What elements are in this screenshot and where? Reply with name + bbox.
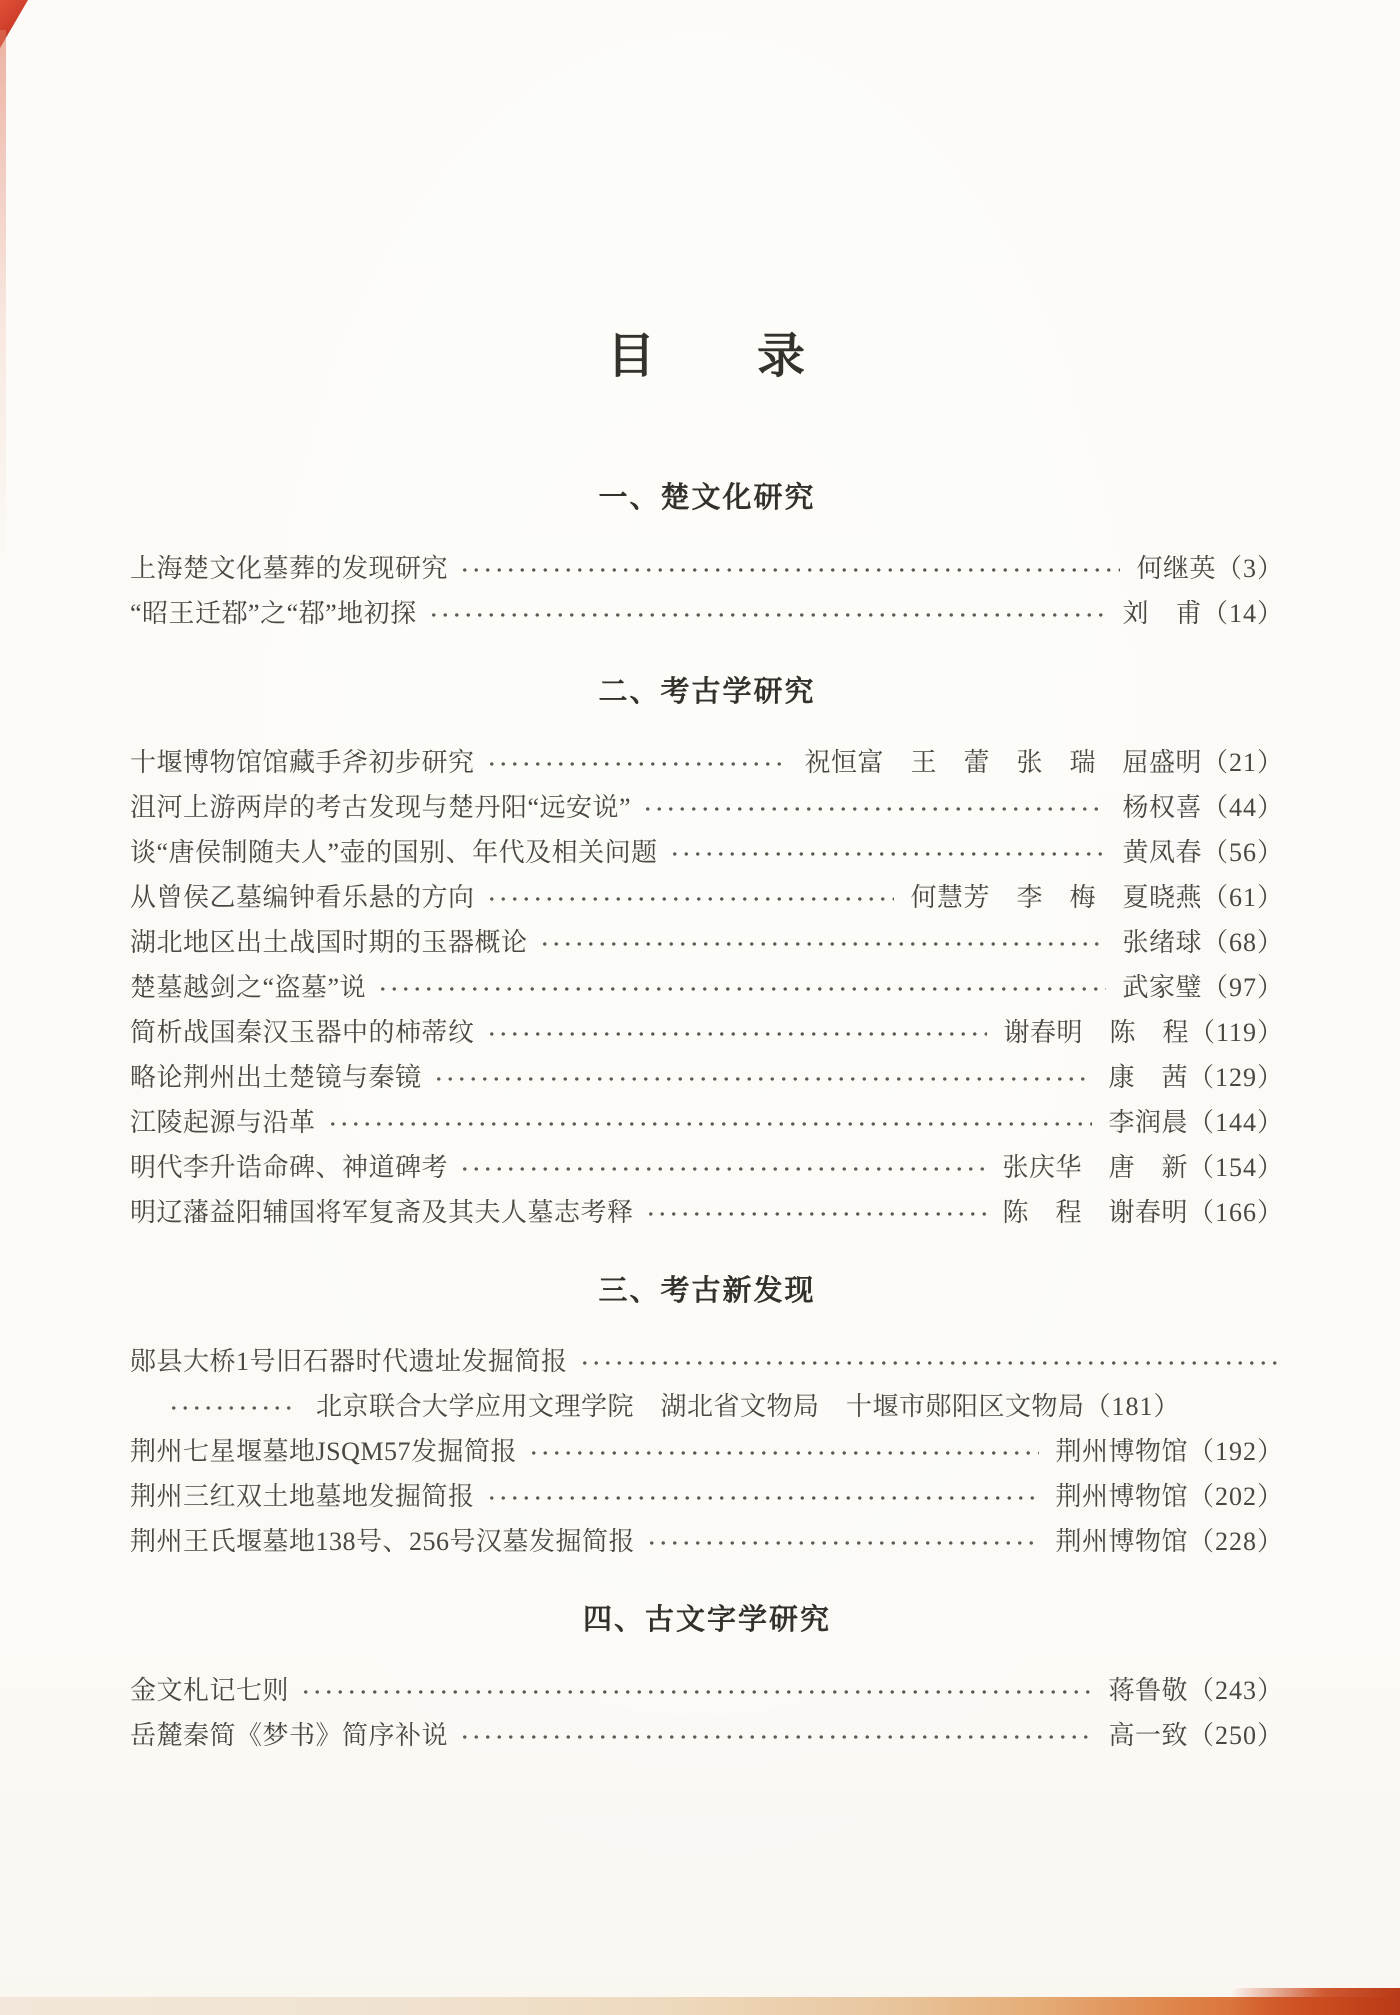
dot-leader <box>375 984 1106 994</box>
entry-page-number: （250） <box>1187 1721 1284 1750</box>
scan-edge-bottom-right <box>1230 1988 1400 2015</box>
dot-leader <box>457 1732 1092 1742</box>
entry-page-number: （14） <box>1201 599 1284 628</box>
toc-sections <box>130 478 1284 1756</box>
entry-page-number: （144） <box>1187 1108 1284 1137</box>
toc-row <box>130 783 1284 828</box>
entry-page-number: （243） <box>1187 1676 1284 1705</box>
entry-page-number: （192） <box>1187 1437 1284 1466</box>
entry-authors: 蒋鲁敬 <box>1108 1676 1188 1705</box>
entry-authors: 荆州博物馆 <box>1055 1527 1188 1556</box>
entry-title: 荆州七星堰墓地JSQM57发掘简报 <box>130 1437 517 1466</box>
toc-section <box>130 478 1284 634</box>
toc-row <box>130 544 1284 589</box>
entry-authors: 刘 甫 <box>1122 599 1202 628</box>
dot-leader <box>537 939 1107 949</box>
entry-title: 岳麓秦简《梦书》简序补说 <box>130 1721 449 1750</box>
entry-page-number: （61） <box>1201 883 1284 912</box>
entry-authors: 何慧芳 李 梅 夏晓燕 <box>910 883 1202 912</box>
toc-row <box>130 589 1284 634</box>
entry-title: 谈“唐侯制随夫人”壶的国别、年代及相关问题 <box>130 838 658 867</box>
entry-title: 略论荆州出土楚镜与秦镜 <box>130 1063 422 1092</box>
dot-leader <box>526 1448 1039 1458</box>
entry-title: 郧县大桥1号旧石器时代遗址发掘简报 <box>130 1347 568 1376</box>
entry-title: 沮河上游两岸的考古发现与楚丹阳“远安说” <box>130 793 632 822</box>
toc-row <box>130 828 1284 873</box>
toc-row <box>130 1472 1284 1517</box>
dot-leader <box>457 1164 986 1174</box>
dot-leader <box>643 1209 987 1219</box>
scan-edge-left <box>0 30 6 570</box>
entry-page-number: （228） <box>1187 1527 1284 1556</box>
entry-authors: 李润晨 <box>1108 1108 1188 1137</box>
section-rows <box>130 738 1284 1233</box>
dot-leader <box>457 565 1120 575</box>
section-rows <box>130 544 1284 634</box>
entry-page-number: （3） <box>1215 554 1284 583</box>
dot-leader <box>484 894 895 904</box>
toc-row <box>130 738 1284 783</box>
scan-edge-bottom <box>0 1997 1400 2015</box>
entry-authors: 荆州博物馆 <box>1055 1437 1188 1466</box>
page-title: 目 录 <box>606 330 807 383</box>
entry-page-number: （119） <box>1188 1018 1284 1047</box>
entry-title: 十堰博物馆馆藏手斧初步研究 <box>130 748 475 777</box>
entry-page-number: （68） <box>1201 928 1284 957</box>
entry-authors: 康 茜 <box>1108 1063 1188 1092</box>
entry-authors: 武家璧 <box>1122 973 1202 1002</box>
dot-leader <box>298 1687 1092 1697</box>
entry-authors: 谢春明 陈 程 <box>1003 1018 1189 1047</box>
toc-row <box>130 1427 1284 1472</box>
toc-row <box>130 1098 1284 1143</box>
dot-leader <box>640 804 1106 814</box>
toc-row <box>130 1008 1284 1053</box>
section-heading: 二、考古学研究 <box>598 676 816 708</box>
entry-title: 上海楚文化墓葬的发现研究 <box>130 554 449 583</box>
section-heading: 一、楚文化研究 <box>598 482 816 514</box>
entry-authors: 何继英 <box>1136 554 1216 583</box>
entry-title: “昭王迁鄀”之“鄀”地初探 <box>130 599 417 628</box>
entry-title: 湖北地区出土战国时期的玉器概论 <box>130 928 528 957</box>
entry-title: 江陵起源与沿革 <box>130 1108 316 1137</box>
dot-leader <box>325 1119 1093 1129</box>
toc-row-continuation <box>130 1382 1284 1427</box>
toc-row <box>130 918 1284 963</box>
toc-section <box>130 1271 1284 1562</box>
toc-section <box>130 1600 1284 1756</box>
entry-authors: 北京联合大学应用文理学院 湖北省文物局 十堰市郧阳区文物局 <box>316 1392 1085 1421</box>
section-rows <box>130 1666 1284 1756</box>
entry-page-number: （44） <box>1201 793 1284 822</box>
dot-leader <box>667 849 1107 859</box>
entry-page-number: （97） <box>1201 973 1284 1002</box>
entry-title: 明代李升诰命碑、神道碑考 <box>130 1153 449 1182</box>
dot-leader <box>484 1493 1040 1503</box>
entry-title: 从曾侯乙墓编钟看乐悬的方向 <box>130 883 475 912</box>
dot-leader <box>426 610 1107 620</box>
entry-page-number: （202） <box>1187 1482 1284 1511</box>
entry-authors: 黄凤春 <box>1122 838 1202 867</box>
entry-authors: 张绪球 <box>1122 928 1202 957</box>
toc-row <box>130 1188 1284 1233</box>
entry-page-number: （56） <box>1201 838 1284 867</box>
toc-row <box>130 1143 1284 1188</box>
entry-page-number: （21） <box>1201 748 1284 777</box>
entry-page-number: （154） <box>1187 1153 1284 1182</box>
toc-row <box>130 963 1284 1008</box>
entry-page-number: （166） <box>1187 1198 1284 1227</box>
dot-leader <box>166 1403 298 1413</box>
entry-title: 楚墓越剑之“盗墓”说 <box>130 973 367 1002</box>
section-heading: 三、考古新发现 <box>598 1275 816 1307</box>
dot-leader <box>484 759 789 769</box>
toc-row <box>130 1711 1284 1756</box>
toc-row <box>130 873 1284 918</box>
toc-row <box>130 1053 1284 1098</box>
entry-authors: 荆州博物馆 <box>1055 1482 1188 1511</box>
entry-authors: 陈 程 谢春明 <box>1002 1198 1188 1227</box>
entry-authors: 张庆华 唐 新 <box>1002 1153 1188 1182</box>
dot-leader <box>644 1538 1039 1548</box>
entry-title: 简析战国秦汉玉器中的柿蒂纹 <box>130 1018 475 1047</box>
dot-leader <box>431 1074 1093 1084</box>
toc-row <box>130 1337 1284 1382</box>
entry-title: 明辽藩益阳辅国将军复斋及其夫人墓志考释 <box>130 1198 634 1227</box>
toc-content <box>130 0 1284 1756</box>
entry-title: 金文札记七则 <box>130 1676 290 1705</box>
entry-authors: 祝恒富 王 蕾 张 瑞 屈盛明 <box>804 748 1202 777</box>
toc-row <box>130 1517 1284 1562</box>
entry-page-number: （129） <box>1187 1063 1284 1092</box>
dot-leader <box>484 1029 988 1039</box>
entry-page-number: （181） <box>1084 1392 1181 1421</box>
entry-authors: 高一致 <box>1108 1721 1188 1750</box>
toc-row <box>130 1666 1284 1711</box>
dot-leader <box>577 1358 1280 1368</box>
entry-title: 荆州三红双土地墓地发掘简报 <box>130 1482 475 1511</box>
section-rows <box>130 1337 1284 1562</box>
section-heading: 四、古文字学研究 <box>582 1604 831 1636</box>
entry-authors: 杨权喜 <box>1122 793 1202 822</box>
toc-section <box>130 672 1284 1233</box>
entry-title: 荆州王氏堰墓地138号、256号汉墓发掘简报 <box>130 1527 636 1556</box>
